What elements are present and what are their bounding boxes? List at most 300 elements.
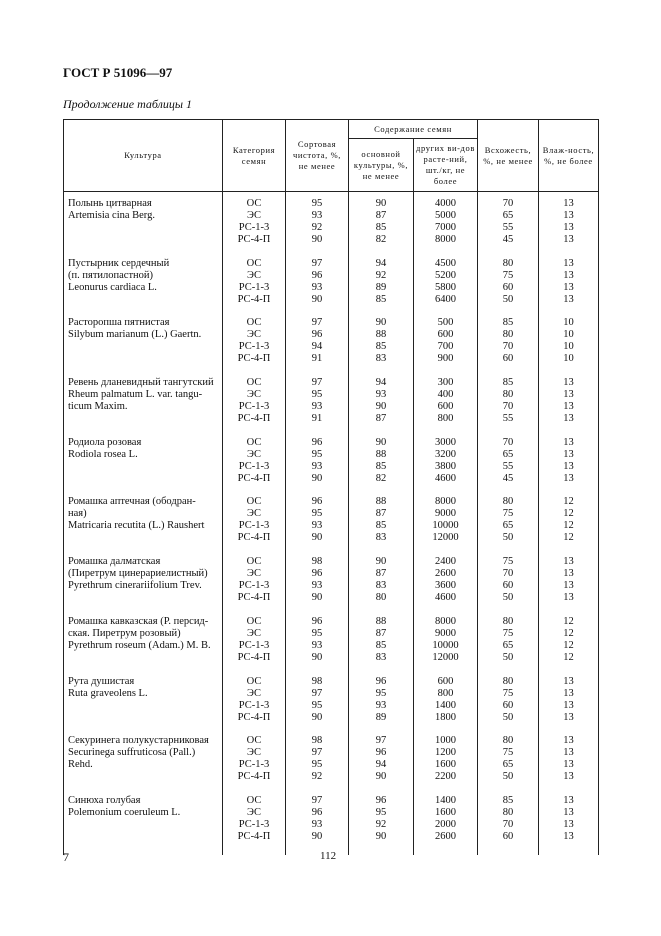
cell-value: 3800 (435, 460, 456, 472)
culture-cell (64, 676, 223, 736)
cell-value: ЭС (247, 747, 261, 759)
cell-value: 95 (311, 389, 323, 401)
category-cell (223, 795, 286, 855)
cell-value: РС-4-П (237, 651, 271, 663)
cell-value: 85 (502, 794, 514, 806)
cell-value: 90 (311, 711, 323, 723)
cell-value: 50 (502, 532, 514, 544)
category-cell (223, 676, 286, 736)
cell-value: 97 (311, 687, 323, 699)
cell-value: 13 (563, 377, 574, 389)
cell-value: РС-4-П (237, 711, 271, 723)
cell-value: ЭС (247, 210, 261, 221)
cell-value: 92 (375, 269, 387, 281)
cell-value: 13 (563, 281, 574, 293)
culture-name-line: Rheum palmatum L. var. tangu- (68, 389, 203, 401)
table-row (64, 437, 599, 497)
cell-value: ЭС (247, 389, 261, 401)
culture-name-line: Полынь цитварная (68, 198, 152, 209)
other-species-cell (414, 556, 478, 616)
germination-cell (478, 616, 539, 676)
cell-value: 75 (502, 556, 514, 568)
moisture-cell (539, 735, 599, 795)
germination-cell (478, 795, 539, 855)
cell-value: 13 (563, 210, 574, 221)
cell-value: 90 (375, 556, 387, 568)
cell-value: 8000 (435, 496, 456, 508)
cell-value: 96 (311, 568, 323, 580)
category-cell (223, 198, 286, 258)
cell-value: 89 (375, 711, 387, 723)
cell-value: РС-4-П (237, 413, 271, 425)
main-culture-cell (349, 676, 414, 736)
cell-value: 97 (375, 735, 387, 747)
cell-value: 70 (502, 818, 514, 830)
cell-value: 95 (311, 759, 323, 771)
cell-value: 13 (563, 818, 574, 830)
cell-value: 93 (311, 520, 323, 532)
cell-value: 13 (563, 389, 574, 401)
cell-value: 93 (311, 281, 323, 293)
cell-value: 85 (375, 460, 387, 472)
cell-value: 96 (375, 794, 387, 806)
cell-value: 83 (375, 353, 387, 365)
cell-value: 98 (311, 735, 323, 747)
cell-value: 90 (311, 592, 323, 604)
cell-value: 12 (563, 508, 574, 520)
cell-value: РС-4-П (237, 532, 271, 544)
cell-value: 3200 (435, 448, 456, 460)
germination-cell (478, 317, 539, 377)
cell-value: 80 (502, 329, 514, 341)
table-row (64, 258, 599, 318)
cell-value: 9000 (435, 508, 456, 520)
culture-cell (64, 198, 223, 258)
main-culture-cell (349, 616, 414, 676)
table-row (64, 676, 599, 736)
cell-value: 90 (311, 293, 323, 305)
culture-name-line: Ромашка кавказская (P. персид- (68, 615, 209, 627)
header-main-culture: основной культуры, %, не менее (349, 139, 414, 192)
cell-value: 87 (375, 627, 387, 639)
cell-value: 13 (563, 699, 574, 711)
culture-name-line: Пустырник сердечный (68, 257, 170, 269)
other-species-cell (414, 496, 478, 556)
culture-cell (64, 258, 223, 318)
culture-name-line: ная) (68, 508, 87, 520)
culture-name-line: (п. пятилопастной) (68, 269, 154, 281)
cell-value: РС-1-3 (238, 281, 270, 293)
cell-value: ЭС (247, 568, 261, 580)
cell-value: 75 (502, 747, 514, 759)
cell-value: 4600 (435, 592, 456, 604)
other-species-cell (414, 437, 478, 497)
cell-value: 600 (437, 675, 454, 687)
other-species-cell (414, 198, 478, 258)
cell-value: 60 (502, 580, 514, 592)
cell-value: ОС (246, 675, 262, 687)
purity-cell (286, 795, 349, 855)
cell-value: 96 (375, 675, 387, 687)
category-cell (223, 377, 286, 437)
culture-name-line: Rehd. (68, 759, 93, 771)
culture-cell (64, 795, 223, 855)
cell-value: 80 (502, 675, 514, 687)
cell-value: 12000 (432, 532, 459, 544)
cell-value: 96 (311, 269, 323, 281)
cell-value: 13 (563, 460, 574, 472)
culture-name-line: Ромашка аптечная (ободран- (68, 496, 196, 508)
cell-value: 80 (502, 389, 514, 401)
culture-cell (64, 735, 223, 795)
cell-value: ОС (246, 317, 262, 329)
header-culture: Культура (64, 120, 223, 192)
purity-cell (286, 735, 349, 795)
cell-value: ЭС (247, 508, 261, 520)
culture-name-line: Секуринега полукустарниковая (68, 735, 209, 747)
cell-value: 900 (437, 353, 454, 365)
cell-value: 97 (311, 794, 323, 806)
cell-value: 12 (563, 496, 574, 508)
moisture-cell (539, 377, 599, 437)
cell-value: 93 (375, 389, 387, 401)
purity-cell (286, 556, 349, 616)
cell-value: 70 (502, 341, 514, 353)
cell-value: 90 (311, 532, 323, 544)
cell-value: 95 (311, 627, 323, 639)
cell-value: 8000 (435, 234, 456, 245)
category-cell (223, 556, 286, 616)
cell-value: 97 (311, 377, 323, 389)
purity-cell (286, 258, 349, 318)
culture-cell (64, 437, 223, 497)
main-culture-cell (349, 317, 414, 377)
culture-name-line: Matricaria recutita (L.) Raushert (68, 520, 205, 532)
culture-name-line: Синюха голубая (68, 794, 141, 806)
cell-value: 70 (502, 198, 514, 209)
cell-value: 13 (563, 257, 574, 269)
germination-cell (478, 258, 539, 318)
germination-cell (478, 437, 539, 497)
document-title: ГОСТ Р 51096—97 (63, 65, 173, 80)
cell-value: 2000 (435, 818, 456, 830)
cell-value: РС-1-3 (238, 580, 270, 592)
cell-value: 1000 (435, 735, 456, 747)
cell-value: 97 (311, 747, 323, 759)
cell-value: 55 (502, 460, 514, 472)
cell-value: ЭС (247, 448, 261, 460)
cell-value: 85 (502, 317, 514, 329)
cell-value: 800 (437, 687, 454, 699)
purity-cell (286, 496, 349, 556)
cell-value: 92 (311, 222, 323, 233)
cell-value: 1400 (435, 699, 456, 711)
cell-value: 90 (311, 472, 323, 484)
cell-value: 4500 (435, 257, 456, 269)
cell-value: 85 (375, 520, 387, 532)
culture-name-line: Ruta graveolens L. (68, 687, 148, 699)
main-culture-cell (349, 496, 414, 556)
cell-value: 90 (375, 401, 387, 413)
cell-value: 87 (375, 210, 387, 221)
cell-value: 13 (563, 747, 574, 759)
table-row (64, 735, 599, 795)
cell-value: 3600 (435, 580, 456, 592)
cell-value: 13 (563, 293, 574, 305)
cell-value: 92 (375, 818, 387, 830)
cell-value: 4600 (435, 472, 456, 484)
cell-value: 85 (375, 293, 387, 305)
cell-value: 85 (375, 639, 387, 651)
purity-cell (286, 198, 349, 258)
other-species-cell (414, 317, 478, 377)
other-species-cell (414, 676, 478, 736)
cell-value: ОС (246, 615, 262, 627)
cell-value: РС-1-3 (238, 818, 270, 830)
header-content-group: Содержание семян (349, 120, 478, 139)
table-row (64, 198, 599, 258)
page-number: 112 (320, 850, 337, 862)
cell-value: 98 (311, 556, 323, 568)
cell-value: 13 (563, 413, 574, 425)
culture-name-line: Ревень дланевидный тангутский (68, 377, 214, 389)
category-cell (223, 317, 286, 377)
category-cell (223, 735, 286, 795)
other-species-cell (414, 616, 478, 676)
category-cell (223, 616, 286, 676)
moisture-cell (539, 198, 599, 258)
cell-value: 1600 (435, 806, 456, 818)
cell-value: 5200 (435, 269, 456, 281)
cell-value: 98 (311, 675, 323, 687)
cell-value: ОС (246, 377, 262, 389)
cell-value: 75 (502, 269, 514, 281)
cell-value: 13 (563, 806, 574, 818)
germination-cell (478, 676, 539, 736)
cell-value: 90 (375, 771, 387, 783)
cell-value: 1600 (435, 759, 456, 771)
cell-value: 90 (311, 234, 323, 245)
purity-cell (286, 676, 349, 736)
cell-value: 75 (502, 687, 514, 699)
culture-cell (64, 317, 223, 377)
cell-value: 13 (563, 580, 574, 592)
culture-name-line: Rodiola rosea L. (68, 448, 138, 460)
other-species-cell (414, 735, 478, 795)
cell-value: 95 (311, 508, 323, 520)
cell-value: РС-4-П (237, 353, 271, 365)
cell-value: 400 (437, 389, 454, 401)
germination-cell (478, 496, 539, 556)
cell-value: РС-1-3 (238, 759, 270, 771)
cell-value: 96 (311, 329, 323, 341)
main-culture-cell (349, 198, 414, 258)
header-moisture: Влаж-ность, %, не более (539, 120, 599, 192)
cell-value: 88 (375, 615, 387, 627)
cell-value: 93 (311, 460, 323, 472)
purity-cell (286, 437, 349, 497)
cell-value: 55 (502, 413, 514, 425)
moisture-cell (539, 556, 599, 616)
cell-value: 75 (502, 627, 514, 639)
cell-value: 96 (311, 436, 323, 448)
germination-cell (478, 377, 539, 437)
cell-value: 90 (375, 436, 387, 448)
cell-value: 13 (563, 234, 574, 245)
cell-value: ЭС (247, 269, 261, 281)
cell-value: РС-1-3 (238, 520, 270, 532)
cell-value: 93 (311, 210, 323, 221)
culture-name-line: Родиола розовая (68, 436, 142, 448)
cell-value: 80 (375, 592, 387, 604)
cell-value: ЭС (247, 687, 261, 699)
cell-value: 93 (311, 639, 323, 651)
other-species-cell (414, 258, 478, 318)
cell-value: 9000 (435, 627, 456, 639)
cell-value: 85 (502, 377, 514, 389)
cell-value: ЭС (247, 806, 261, 818)
table-row (64, 317, 599, 377)
cell-value: 65 (502, 210, 514, 221)
cell-value: ОС (246, 436, 262, 448)
cell-value: 13 (563, 568, 574, 580)
header-purity: Сортовая чистота, %, не менее (286, 120, 349, 192)
cell-value: 94 (375, 759, 387, 771)
main-culture-cell (349, 735, 414, 795)
culture-name-line: Securinega suffruticosa (Pall.) (68, 747, 196, 759)
culture-cell (64, 556, 223, 616)
cell-value: 91 (311, 353, 323, 365)
cell-value: 13 (563, 448, 574, 460)
cell-value: ОС (246, 257, 262, 269)
table-row (64, 556, 599, 616)
cell-value: 13 (563, 830, 574, 842)
culture-name-line: Расторопша пятнистая (68, 317, 170, 329)
cell-value: 300 (437, 377, 454, 389)
cell-value: 13 (563, 759, 574, 771)
cell-value: 90 (375, 830, 387, 842)
cell-value: 92 (311, 771, 323, 783)
cell-value: 87 (375, 508, 387, 520)
cell-value: РС-1-3 (238, 699, 270, 711)
culture-name-line: Polemonium coeruleum L. (68, 806, 181, 818)
cell-value: 94 (375, 257, 387, 269)
cell-value: 95 (311, 699, 323, 711)
cell-value: 70 (502, 568, 514, 580)
cell-value: ОС (246, 496, 262, 508)
cell-value: 12 (563, 639, 574, 651)
cell-value: 13 (563, 794, 574, 806)
page-side-number: 7 (63, 850, 69, 864)
culture-name-line: Artemisia cina Berg. (68, 210, 155, 221)
cell-value: 94 (375, 377, 387, 389)
main-culture-cell (349, 556, 414, 616)
cell-value: 80 (502, 496, 514, 508)
cell-value: 80 (502, 615, 514, 627)
purity-cell (286, 616, 349, 676)
header-category: Категория семян (223, 120, 286, 192)
cell-value: 2600 (435, 830, 456, 842)
cell-value: 2200 (435, 771, 456, 783)
category-cell (223, 496, 286, 556)
cell-value: ЭС (247, 627, 261, 639)
culture-name-line: Рута душистая (68, 675, 135, 687)
cell-value: 55 (502, 222, 514, 233)
cell-value: 95 (375, 687, 387, 699)
cell-value: 95 (311, 198, 323, 209)
culture-name-line: Pyrethrum cinerariifolium Trev. (68, 580, 202, 592)
cell-value: 87 (375, 568, 387, 580)
cell-value: 600 (437, 329, 454, 341)
cell-value: 93 (375, 699, 387, 711)
cell-value: 50 (502, 293, 514, 305)
cell-value: 3000 (435, 436, 456, 448)
cell-value: 2600 (435, 568, 456, 580)
germination-cell (478, 735, 539, 795)
cell-value: 70 (502, 436, 514, 448)
cell-value: 97 (311, 257, 323, 269)
cell-value: РС-1-3 (238, 222, 270, 233)
moisture-cell (539, 676, 599, 736)
cell-value: 96 (311, 615, 323, 627)
cell-value: 13 (563, 711, 574, 723)
cell-value: 700 (437, 341, 454, 353)
cell-value: 83 (375, 532, 387, 544)
cell-value: 10000 (432, 639, 459, 651)
moisture-cell (539, 496, 599, 556)
cell-value: 60 (502, 830, 514, 842)
table-body (64, 192, 599, 855)
culture-name-line: Silybum marianum (L.) Gaertn. (68, 329, 202, 341)
cell-value: РС-4-П (237, 234, 271, 245)
cell-value: 97 (311, 317, 323, 329)
cell-value: РС-4-П (237, 592, 271, 604)
cell-value: 91 (311, 413, 323, 425)
germination-cell (478, 556, 539, 616)
cell-value: 10 (563, 329, 574, 341)
purity-cell (286, 317, 349, 377)
table-row (64, 616, 599, 676)
cell-value: 500 (437, 317, 454, 329)
cell-value: 12 (563, 627, 574, 639)
moisture-cell (539, 616, 599, 676)
cell-value: 65 (502, 520, 514, 532)
cell-value: 95 (311, 448, 323, 460)
cell-value: РС-4-П (237, 472, 271, 484)
main-culture-cell (349, 258, 414, 318)
cell-value: 87 (375, 413, 387, 425)
cell-value: ОС (246, 556, 262, 568)
cell-value: 1800 (435, 711, 456, 723)
table-caption: Продолжение таблицы 1 (63, 97, 193, 111)
moisture-cell (539, 317, 599, 377)
cell-value: 94 (311, 341, 323, 353)
cell-value: 50 (502, 771, 514, 783)
table-row (64, 795, 599, 855)
cell-value: 12 (563, 651, 574, 663)
cell-value: 45 (502, 234, 514, 245)
cell-value: 12 (563, 520, 574, 532)
cell-value: РС-4-П (237, 830, 271, 842)
culture-cell (64, 496, 223, 556)
header-other-species: других ви-дов расте-ний, шт./кг, не более (414, 139, 478, 192)
culture-name-line: Leonurus cardiaca L. (68, 281, 157, 293)
culture-name-line: Pyrethrum roseum (Adam.) M. B. (68, 639, 211, 651)
cell-value: 13 (563, 436, 574, 448)
table-row (64, 496, 599, 556)
culture-name-line: ticum Maxim. (68, 401, 128, 413)
cell-value: 90 (311, 651, 323, 663)
